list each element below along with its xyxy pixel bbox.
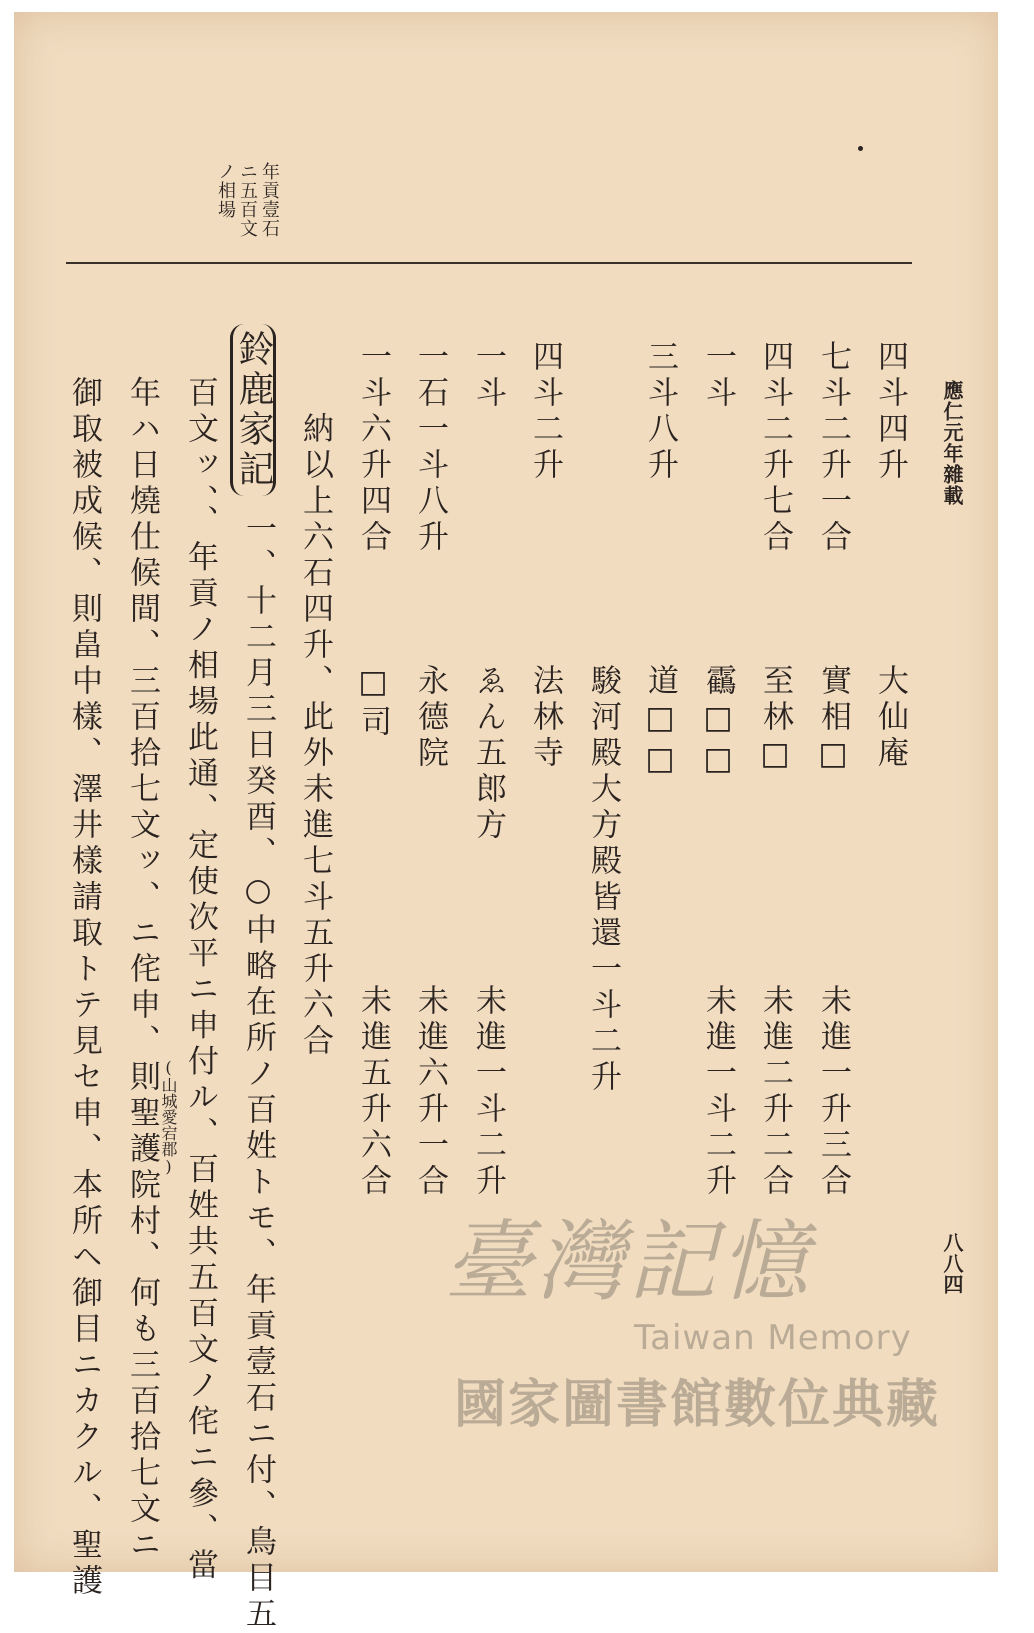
record-pending: 未進六升一合 <box>412 984 448 1200</box>
record-name: 實相□ <box>815 664 851 777</box>
record-pending: 未進一升三合 <box>815 984 851 1200</box>
source-label: 鈴鹿家記 <box>230 324 276 496</box>
record-amount: 一斗六升四合 <box>355 340 391 556</box>
record-amount: 四斗四升 <box>872 340 908 484</box>
record-name: 道□□ <box>642 664 678 782</box>
record-amount: 四斗二升 <box>527 340 563 484</box>
record-name: 駿河殿大方殿皆還一斗二升 <box>585 664 621 1096</box>
body-line: 百文ッ、、年貢ノ相場此通、定使次平ニ申付ル、百姓共五百文ノ侘ニ參、當 <box>182 376 218 1585</box>
record-amount: 一石一斗八升 <box>412 340 448 556</box>
record-name: 法林寺 <box>527 664 563 772</box>
total-line: 納以上六石四升、此外未進七斗五升六合 <box>297 412 333 1060</box>
record-amount: 三斗八升 <box>642 340 678 484</box>
record-pending: 未進一斗二升 <box>700 984 736 1200</box>
running-title: 應仁元年雜載 <box>940 380 964 506</box>
margin-note-line2: ニ五百文 <box>237 162 258 238</box>
inline-note: (山城愛宕郡) <box>159 1058 178 1176</box>
margin-note-line1: 年貢壹石 <box>259 162 280 238</box>
watermark-chinese: 臺灣記憶 <box>444 1210 813 1313</box>
document-page <box>14 12 998 1633</box>
header-rule <box>66 262 912 264</box>
record-pending: 未進二升二合 <box>757 984 793 1200</box>
record-name: □司 <box>355 664 391 741</box>
watermark-institution: 國家圖書館數位典藏 <box>454 1375 941 1435</box>
margin-note-line3: ノ相場 <box>215 162 236 219</box>
watermark-english: Taiwan Memory <box>634 1318 912 1358</box>
record-amount: 一斗 <box>700 340 736 412</box>
record-name: 永德院 <box>412 664 448 772</box>
record-amount: 一斗 <box>470 340 506 412</box>
record-name: ゑん五郎方 <box>470 664 506 844</box>
record-amount: 七斗二升一合 <box>815 340 851 556</box>
page-number: 八八四 <box>940 1232 964 1295</box>
body-line: 一、十二月三日癸酉、○中略在所ノ百姓トモ、年貢壹石ニ付、鳥目五 <box>240 512 276 1633</box>
ink-speck <box>858 146 863 151</box>
record-name: 靍□□ <box>700 664 736 782</box>
body-line: 年ハ日燒仕候間、三百拾七文ッ、ニ侘申、則聖護院村、何も三百拾七文ニ <box>124 376 160 1564</box>
record-name: 大仙庵 <box>872 664 908 772</box>
body-line: 御取被成候、則畠中樣、澤井樣請取トテ見セ申、本所ヘ御目ニカクル、聖護 <box>66 376 102 1600</box>
record-pending: 未進五升六合 <box>355 984 391 1200</box>
record-amount: 四斗二升七合 <box>757 340 793 556</box>
record-pending: 未進一斗二升 <box>470 984 506 1200</box>
record-name: 至林□ <box>757 664 793 777</box>
